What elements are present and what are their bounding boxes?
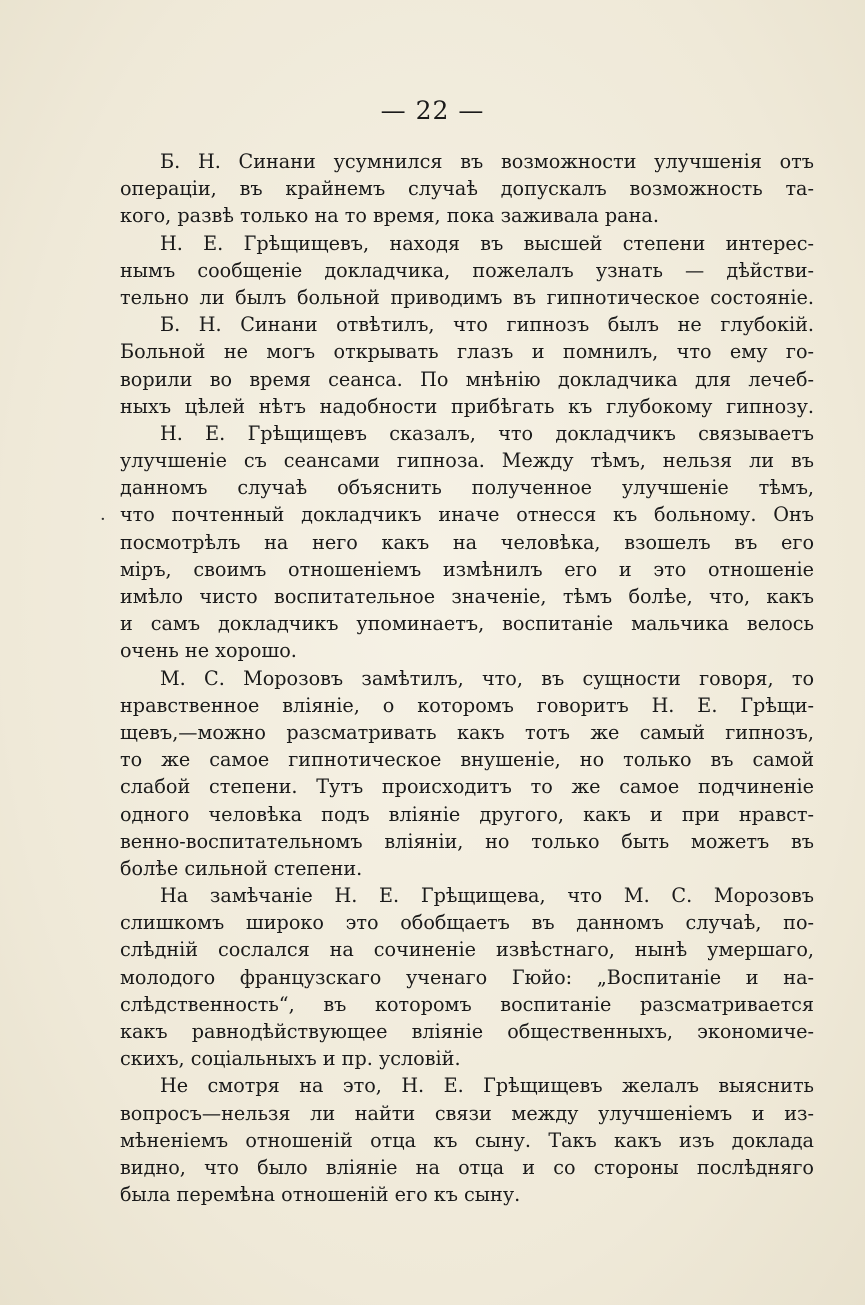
text-line: Б. Н. Синани отвѣтилъ, что гипнозъ былъ не глубокій. xyxy=(160,313,814,337)
text-line: ныхъ цѣлей нѣтъ надобности прибѣгать къ глубокому гипнозу. xyxy=(120,394,814,418)
margin-dot-mark: · xyxy=(100,509,106,530)
text-line: кого, развѣ только на то время, пока заживала рана. xyxy=(120,204,659,228)
text-line: скихъ, соціальныхъ и пр. условій. xyxy=(120,1047,461,1071)
text-line: одного человѣка подъ вліяніе другого, какъ и при нравст- xyxy=(120,802,814,826)
text-line: очень не хорошо. xyxy=(120,639,297,663)
paragraph-morozov-remark xyxy=(120,665,814,883)
page-number: — 22 — xyxy=(380,96,485,125)
text-line: слабой степени. Тутъ происходитъ то же самое подчиненіе xyxy=(120,775,814,799)
text-line: щевъ,—можно разсматривать какъ тотъ же самый гипнозъ, xyxy=(120,720,814,744)
text-line: имѣло чисто воспитательное значеніе, тѣмъ болѣе, что, какъ xyxy=(120,585,814,608)
text-line: молодого французскаго ученаго Гюйо: „Воспитаніе и на- xyxy=(120,965,814,989)
text-line: посмотрѣлъ на него какъ на человѣка, взошелъ въ его xyxy=(120,530,814,554)
text-line: была перемѣна отношеній его къ сыну. xyxy=(120,1183,521,1207)
text-line: слишкомъ широко это обобщаетъ въ данномъ случаѣ, по- xyxy=(120,911,814,935)
text-line: ворили во время сеанса. По мнѣнію докладчика для лечеб- xyxy=(120,367,814,391)
text-line: улучшеніе съ сеансами гипноза. Между тѣмъ, нельзя ли въ xyxy=(120,449,814,473)
text-line: видно, что было вліяніе на отца и со стороны послѣдняго xyxy=(120,1155,814,1179)
text-line: тельно ли былъ больной приводимъ въ гипнотическое состояніе. xyxy=(120,285,814,309)
text-line: М. С. Морозовъ замѣтилъ, что, въ сущности говоря, то xyxy=(160,666,814,690)
text-line: Больной не могъ открывать глазъ и помнилъ, что ему го- xyxy=(120,340,814,364)
text-line: слѣдственность“, въ которомъ воспитаніе разсматривается xyxy=(120,992,814,1016)
body-text xyxy=(120,148,814,1208)
paragraph-sinani-doubt xyxy=(120,148,814,230)
text-line: какъ равнодѣйствующее вліяніе общественныхъ, экономиче- xyxy=(120,1020,814,1043)
text-line: слѣдній сослался на сочиненіе извѣстнаго, нынѣ умершаго, xyxy=(120,938,814,962)
text-line: болѣе сильной степени. xyxy=(120,856,363,880)
paragraph-greshishchev-question xyxy=(120,230,814,312)
text-line: Не смотря на это, Н. Е. Грѣщищевъ желалъ выяснить xyxy=(160,1074,814,1098)
text-line: венно-воспитательномъ вліяніи, но только быть можетъ въ xyxy=(120,829,814,853)
text-line: нымъ сообщеніе докладчика, пожелалъ узнать — дѣйстви- xyxy=(120,258,814,282)
text-line: что почтенный докладчикъ иначе отнесся къ больному. Онъ xyxy=(120,503,814,527)
paragraph-greshishchev-remark xyxy=(120,420,814,665)
text-line: операціи, въ крайнемъ случаѣ допускалъ возможность та- xyxy=(120,177,814,201)
text-line: вопросъ—нельзя ли найти связи между улучшеніемъ и из- xyxy=(120,1101,814,1125)
text-line: На замѣчаніе Н. Е. Грѣщищева, что М. С. Морозовъ xyxy=(160,884,814,908)
paragraph-greshishchev-conclusion xyxy=(120,1072,814,1208)
text-line: то же самое гипнотическое внушеніе, но только въ самой xyxy=(120,748,814,772)
text-line: Н. Е. Грѣщищевъ сказалъ, что докладчикъ связываетъ xyxy=(160,421,814,445)
text-line: данномъ случаѣ объяснить полученное улучшеніе тѣмъ, xyxy=(120,476,814,500)
text-line: Б. Н. Синани усумнился въ возможности улучшенія отъ xyxy=(160,150,814,173)
text-line: міръ, своимъ отношеніемъ измѣнилъ его и это отношеніе xyxy=(120,557,814,581)
paragraph-sinani-answer xyxy=(120,311,814,420)
text-line: мѣненіемъ отношеній отца къ сыну. Такъ какъ изъ доклада xyxy=(120,1128,814,1152)
paragraph-guyau-reference xyxy=(120,882,814,1072)
text-line: Н. Е. Грѣщищевъ, находя въ высшей степени интерес- xyxy=(160,231,814,255)
text-line: нравственное вліяніе, о которомъ говоритъ Н. Е. Грѣщи- xyxy=(120,693,814,717)
text-line: и самъ докладчикъ упоминаетъ, воспитаніе мальчика велось xyxy=(120,612,814,636)
